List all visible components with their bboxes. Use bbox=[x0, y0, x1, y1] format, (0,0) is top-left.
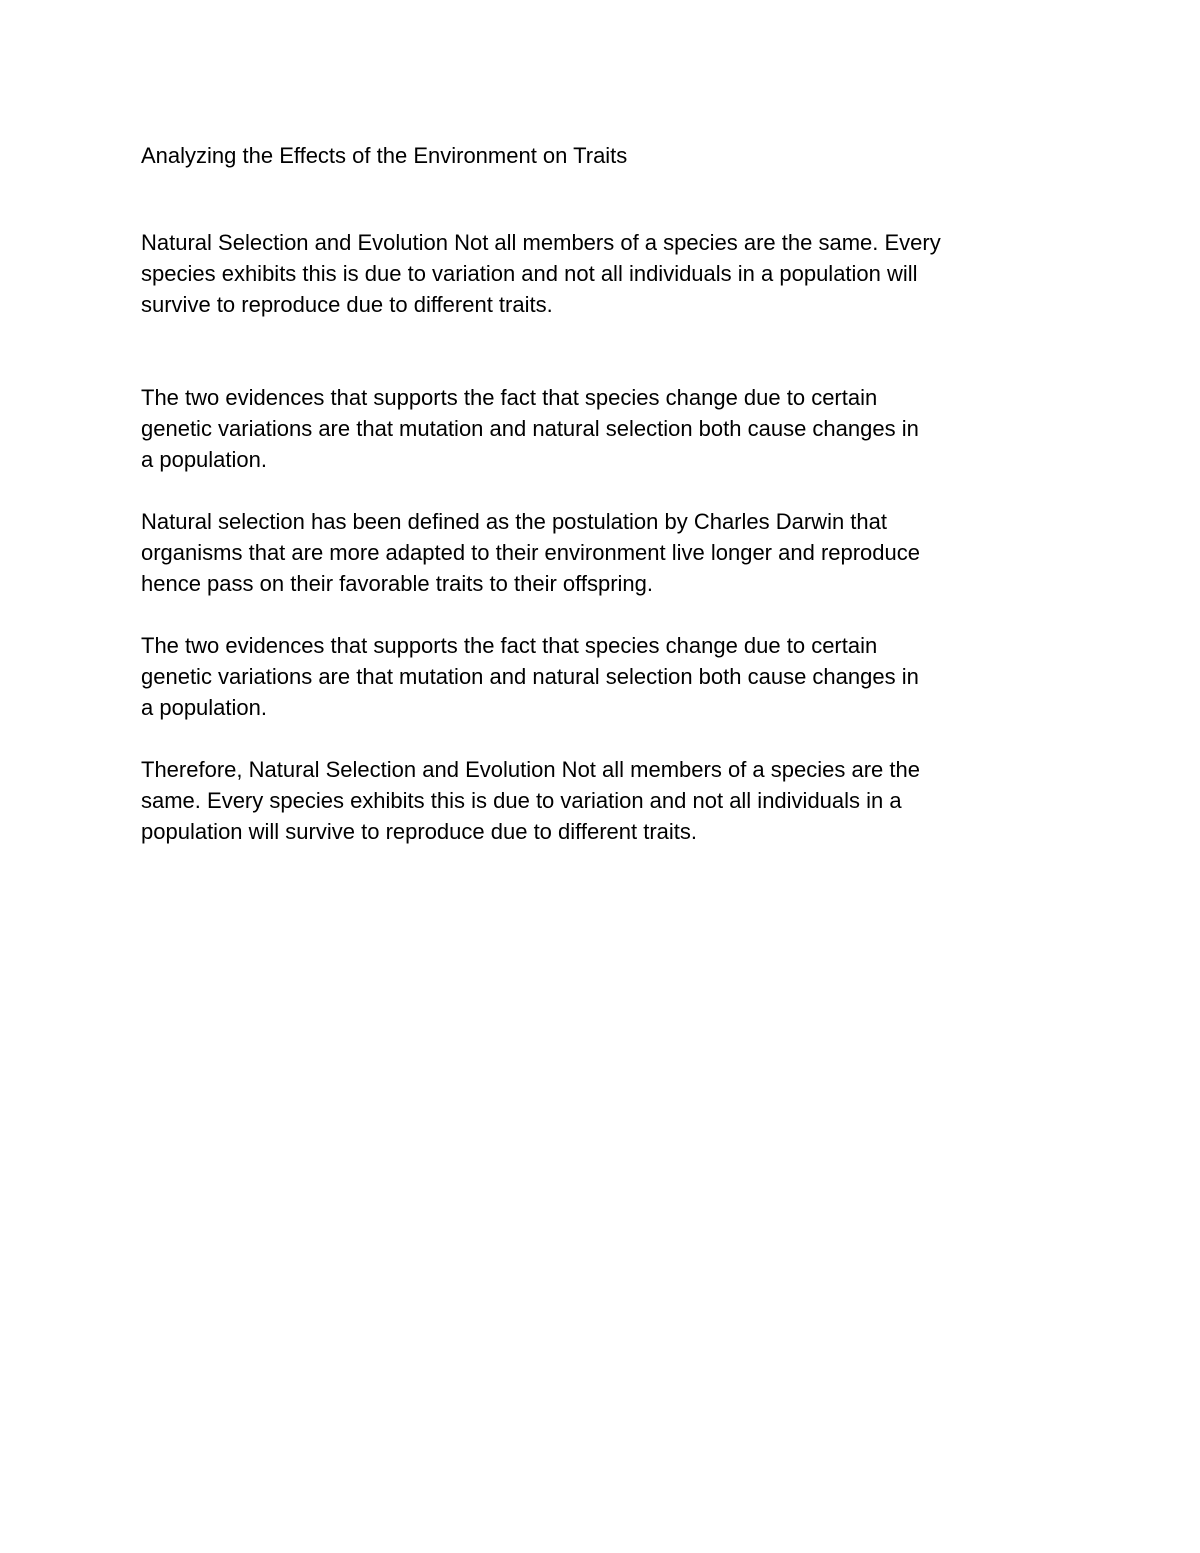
paragraph-evidences: The two evidences that supports the fact that species change due to certain genetic variations are that mutation and natural selection both cause changes in a population. bbox=[141, 385, 919, 472]
document-body bbox=[141, 140, 1071, 847]
paragraph-conclusion: Therefore, Natural Selection and Evolution Not all members of a species are the same. Every species exhibits this is due to variation and not all individuals in a population will survive to reproduce due to different traits. bbox=[141, 757, 920, 844]
paragraph-natural-selection-intro: Natural Selection and Evolution Not all members of a species are the same. Every species exhibits this is due to variation and not all individuals in a population will survive to reproduce due to different traits. bbox=[141, 230, 941, 317]
document-title: Analyzing the Effects of the Environment on Traits bbox=[141, 143, 628, 168]
paragraph-evidences-repeat: The two evidences that supports the fact that species change due to certain genetic variations are that mutation and natural selection both cause changes in a population. bbox=[141, 633, 919, 720]
paragraph-darwin-definition: Natural selection has been defined as the postulation by Charles Darwin that organisms that are more adapted to their environment live longer and reproduce hence pass on their favorable traits to their offspring. bbox=[141, 509, 921, 596]
